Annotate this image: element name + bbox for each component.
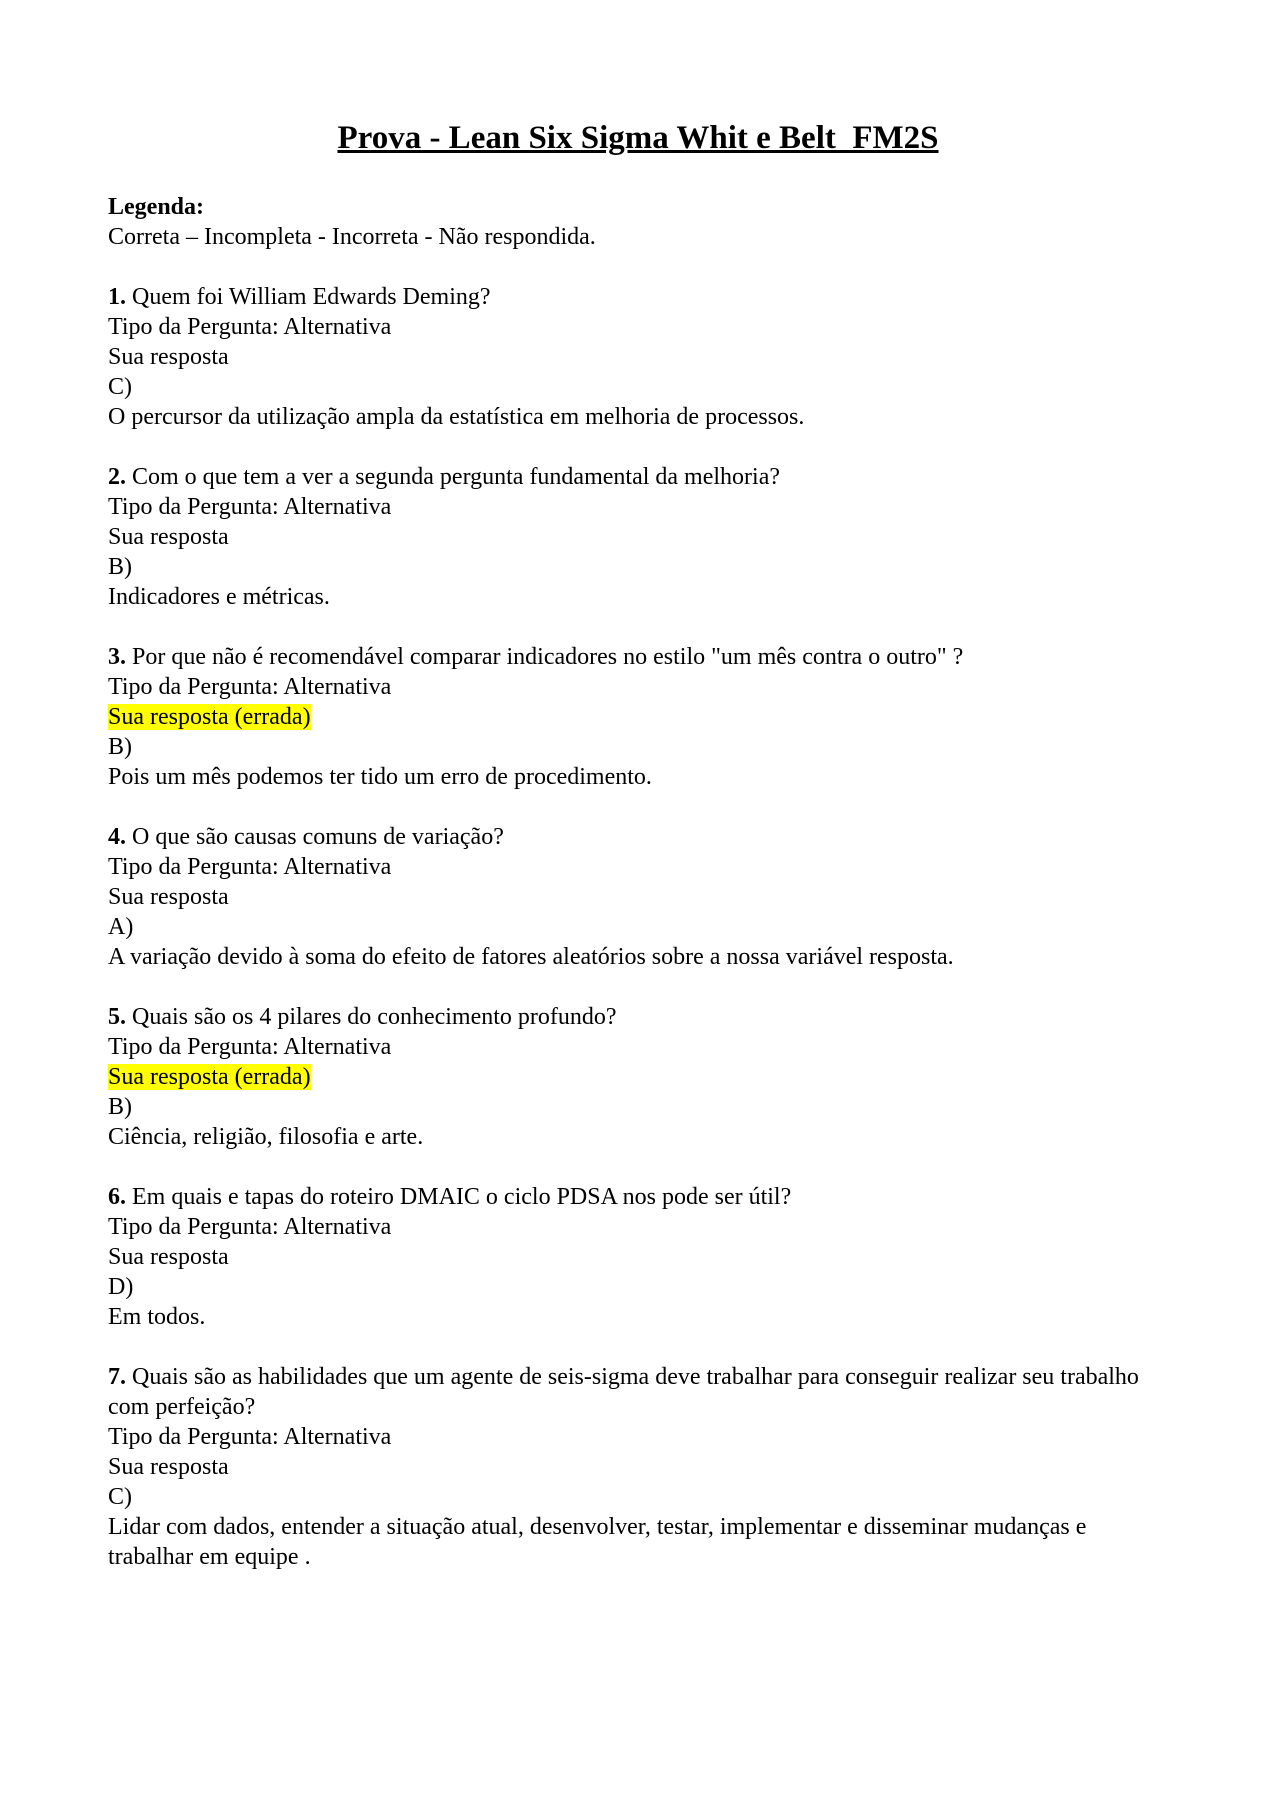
question-block xyxy=(108,1362,1188,1602)
question-body: Com o que tem a ver a segunda pergunta fundamental da melhoria? xyxy=(126,464,780,490)
answer-option: B) xyxy=(108,554,132,580)
question-text xyxy=(108,462,1168,492)
answer-text: Ciência, religião, filosofia e arte. xyxy=(108,1124,424,1150)
question-type: Tipo da Pergunta: Alternativa xyxy=(108,494,392,520)
question-text xyxy=(108,1182,1168,1212)
question-block xyxy=(108,282,1188,462)
question-type: Tipo da Pergunta: Alternativa xyxy=(108,314,392,340)
answer-text: Lidar com dados, entender a situação atual, desenvolver, testar, implementar e disseminar mudanças e trabalhar em equipe . xyxy=(108,1514,1087,1570)
question-number: 1. xyxy=(108,284,126,310)
answer-option: B) xyxy=(108,1094,132,1120)
answer-option: C) xyxy=(108,374,132,400)
answer-text: O percursor da utilização ampla da estatística em melhoria de processos. xyxy=(108,404,805,430)
document-page xyxy=(108,118,1188,1602)
question-body: Quais são as habilidades que um agente de seis-sigma deve trabalhar para conseguir realizar seu trabalho com perfeição? xyxy=(108,1364,1139,1420)
answer-label: Sua resposta (errada) xyxy=(108,704,311,730)
question-block xyxy=(108,1182,1188,1362)
question-block xyxy=(108,1002,1188,1182)
spacer xyxy=(108,432,1188,462)
answer-label: Sua resposta xyxy=(108,884,229,910)
question-body: Em quais e tapas do roteiro DMAIC o ciclo PDSA nos pode ser útil? xyxy=(126,1184,792,1210)
question-type: Tipo da Pergunta: Alternativa xyxy=(108,674,392,700)
question-type: Tipo da Pergunta: Alternativa xyxy=(108,1424,392,1450)
answer-label: Sua resposta xyxy=(108,1454,229,1480)
question-type: Tipo da Pergunta: Alternativa xyxy=(108,1214,392,1240)
question-number: 3. xyxy=(108,644,126,670)
answer-label: Sua resposta (errada) xyxy=(108,1064,311,1090)
answer-label: Sua resposta xyxy=(108,524,229,550)
spacer xyxy=(108,792,1188,822)
question-body: Quem foi William Edwards Deming? xyxy=(126,284,491,310)
answer-text: Em todos. xyxy=(108,1304,206,1330)
answer-option: A) xyxy=(108,914,134,940)
question-number: 6. xyxy=(108,1184,126,1210)
spacer xyxy=(108,1152,1188,1182)
legend-text: Correta – Incompleta - Incorreta - Não respondida. xyxy=(108,224,596,250)
spacer xyxy=(108,252,1188,282)
answer-text: Pois um mês podemos ter tido um erro de procedimento. xyxy=(108,764,652,790)
question-type: Tipo da Pergunta: Alternativa xyxy=(108,854,392,880)
answer-label: Sua resposta xyxy=(108,344,229,370)
answer-option: B) xyxy=(108,734,132,760)
answer-text: A variação devido à soma do efeito de fatores aleatórios sobre a nossa variável resposta. xyxy=(108,944,954,970)
question-text xyxy=(108,1002,1168,1032)
spacer xyxy=(108,1572,1188,1602)
answer-label: Sua resposta xyxy=(108,1244,229,1270)
question-type: Tipo da Pergunta: Alternativa xyxy=(108,1034,392,1060)
question-text xyxy=(108,822,1168,852)
question-body: O que são causas comuns de variação? xyxy=(126,824,504,850)
legend-label: Legenda: xyxy=(108,194,204,220)
question-body: Quais são os 4 pilares do conhecimento profundo? xyxy=(126,1004,617,1030)
spacer xyxy=(108,972,1188,1002)
answer-text: Indicadores e métricas. xyxy=(108,584,330,610)
spacer xyxy=(108,612,1188,642)
question-list xyxy=(108,282,1188,1602)
question-number: 7. xyxy=(108,1364,126,1390)
question-block xyxy=(108,462,1188,642)
answer-option: C) xyxy=(108,1484,132,1510)
spacer xyxy=(108,1332,1188,1362)
question-text xyxy=(108,642,1168,672)
question-text xyxy=(108,282,1168,312)
question-number: 2. xyxy=(108,464,126,490)
question-text xyxy=(108,1362,1168,1422)
document-title: Prova - Lean Six Sigma Whit e Belt_FM2S xyxy=(337,120,939,156)
question-block xyxy=(108,642,1188,822)
answer-option: D) xyxy=(108,1274,134,1300)
question-number: 4. xyxy=(108,824,126,850)
question-body: Por que não é recomendável comparar indicadores no estilo "um mês contra o outro" ? xyxy=(126,644,964,670)
question-block xyxy=(108,822,1188,1002)
question-number: 5. xyxy=(108,1004,126,1030)
